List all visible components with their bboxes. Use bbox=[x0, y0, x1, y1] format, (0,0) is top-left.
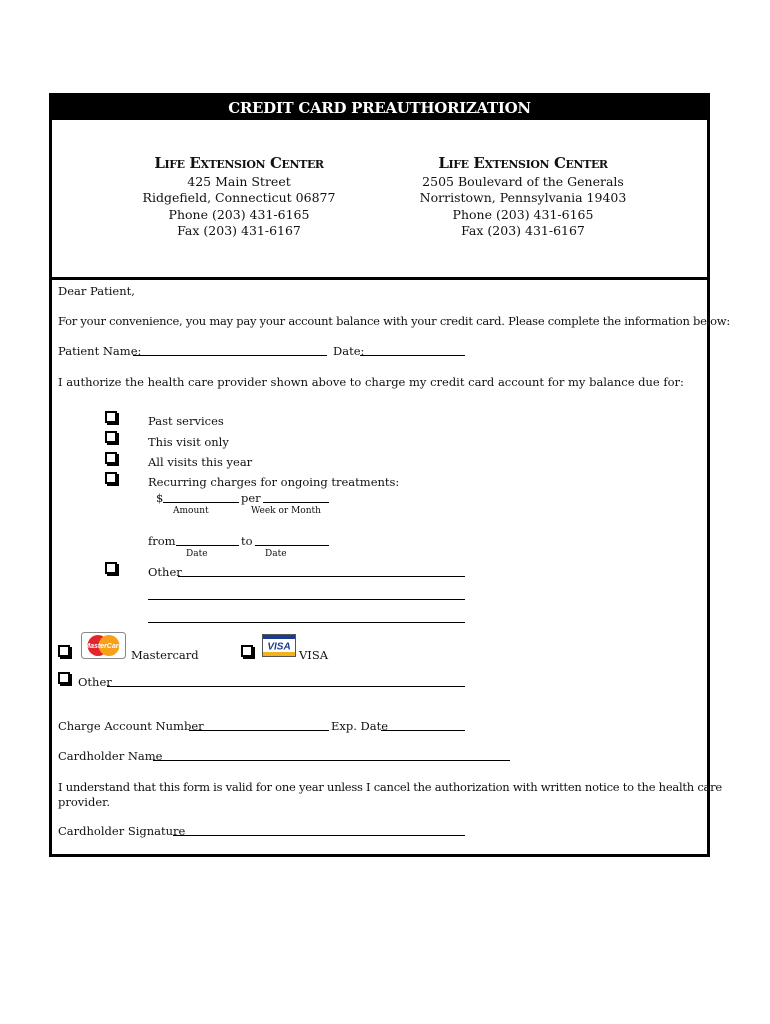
office-header bbox=[52, 120, 707, 280]
other-card-field[interactable] bbox=[107, 686, 465, 687]
mastercard-checkbox[interactable] bbox=[58, 645, 70, 657]
past-services-checkbox[interactable] bbox=[105, 411, 117, 423]
dollar-sign: $ bbox=[156, 491, 164, 505]
office-phone: Phone (203) 431-6165 bbox=[168, 206, 310, 222]
signature-label: Cardholder Signature bbox=[58, 824, 186, 838]
office-city: Norristown, Pennsylvania 19403 bbox=[419, 190, 627, 205]
option-label: Recurring charges for ongoing treatments: bbox=[148, 475, 400, 489]
other-service-checkbox[interactable] bbox=[105, 562, 117, 574]
valid-notice-line-1: I understand that this form is valid for one year unless I cancel the authorization with written notice to the health care bbox=[58, 780, 722, 794]
office-ridgefield bbox=[109, 155, 369, 240]
mastercard-label: Mastercard bbox=[131, 648, 199, 662]
office-street: 425 Main Street bbox=[187, 173, 291, 189]
office-street: 2505 Boulevard of the Generals bbox=[422, 173, 624, 189]
this-visit-checkbox[interactable] bbox=[105, 431, 117, 443]
intro-text: For your convenience, you may pay your account balance with your credit card. Please complete the information below: bbox=[58, 314, 731, 328]
amount-field[interactable] bbox=[163, 502, 239, 503]
other-label: Other bbox=[148, 565, 182, 579]
date-label: Date: bbox=[333, 344, 365, 358]
to-label: to bbox=[241, 534, 253, 548]
office-name: Life Extension Center bbox=[438, 154, 608, 172]
from-date-caption: Date bbox=[186, 549, 208, 559]
preauthorization-form bbox=[49, 93, 731, 857]
charge-account-label: Charge Account Number bbox=[58, 719, 204, 733]
other-card-checkbox[interactable] bbox=[58, 672, 70, 684]
exp-date-label: Exp. Date bbox=[331, 719, 389, 733]
form-title: CREDIT CARD PREAUTHORIZATION bbox=[52, 96, 707, 120]
other-field-line-2[interactable] bbox=[148, 599, 465, 600]
visa-logo bbox=[262, 634, 296, 657]
patient-name-label: Patient Name: bbox=[58, 344, 142, 358]
office-fax: Fax (203) 431-6167 bbox=[461, 223, 585, 238]
mastercard-logo-text: MasterCard bbox=[84, 643, 123, 650]
other-field-line-3[interactable] bbox=[148, 622, 465, 623]
exp-date-field[interactable] bbox=[381, 730, 465, 731]
charge-account-field[interactable] bbox=[189, 730, 329, 731]
office-fax: Fax (203) 431-6167 bbox=[177, 223, 301, 238]
cardholder-name-label: Cardholder Name bbox=[58, 749, 163, 763]
office-norristown bbox=[393, 155, 653, 240]
all-visits-checkbox[interactable] bbox=[105, 452, 117, 464]
amount-caption: Amount bbox=[173, 506, 209, 516]
from-date-field[interactable] bbox=[176, 545, 239, 546]
valid-notice-line-2: provider. bbox=[58, 795, 111, 809]
visa-label: VISA bbox=[299, 648, 329, 662]
patient-name-field[interactable] bbox=[133, 355, 327, 356]
greeting: Dear Patient, bbox=[58, 284, 135, 298]
signature-field[interactable] bbox=[173, 835, 465, 836]
visa-logo-text: VISA bbox=[267, 641, 291, 653]
office-phone: Phone (203) 431-6165 bbox=[452, 206, 594, 222]
per-label: per bbox=[241, 491, 261, 505]
week-month-field[interactable] bbox=[263, 502, 329, 503]
other-card-label: Other bbox=[78, 675, 112, 689]
option-label: All visits this year bbox=[148, 455, 253, 469]
mastercard-logo bbox=[81, 632, 126, 659]
week-month-caption: Week or Month bbox=[251, 506, 321, 516]
other-field[interactable] bbox=[178, 576, 465, 577]
option-label: This visit only bbox=[148, 435, 229, 449]
authorize-text: I authorize the health care provider shown above to charge my credit card account for my balance due for: bbox=[58, 375, 684, 389]
cardholder-name-field[interactable] bbox=[153, 760, 510, 761]
to-date-field[interactable] bbox=[255, 545, 329, 546]
date-field[interactable] bbox=[360, 355, 465, 356]
office-city: Ridgefield, Connecticut 06877 bbox=[142, 190, 336, 205]
to-date-caption: Date bbox=[265, 549, 287, 559]
recurring-checkbox[interactable] bbox=[105, 472, 117, 484]
option-label: Past services bbox=[148, 414, 224, 428]
visa-checkbox[interactable] bbox=[241, 645, 253, 657]
from-label: from bbox=[148, 534, 176, 548]
office-name: Life Extension Center bbox=[154, 154, 324, 172]
